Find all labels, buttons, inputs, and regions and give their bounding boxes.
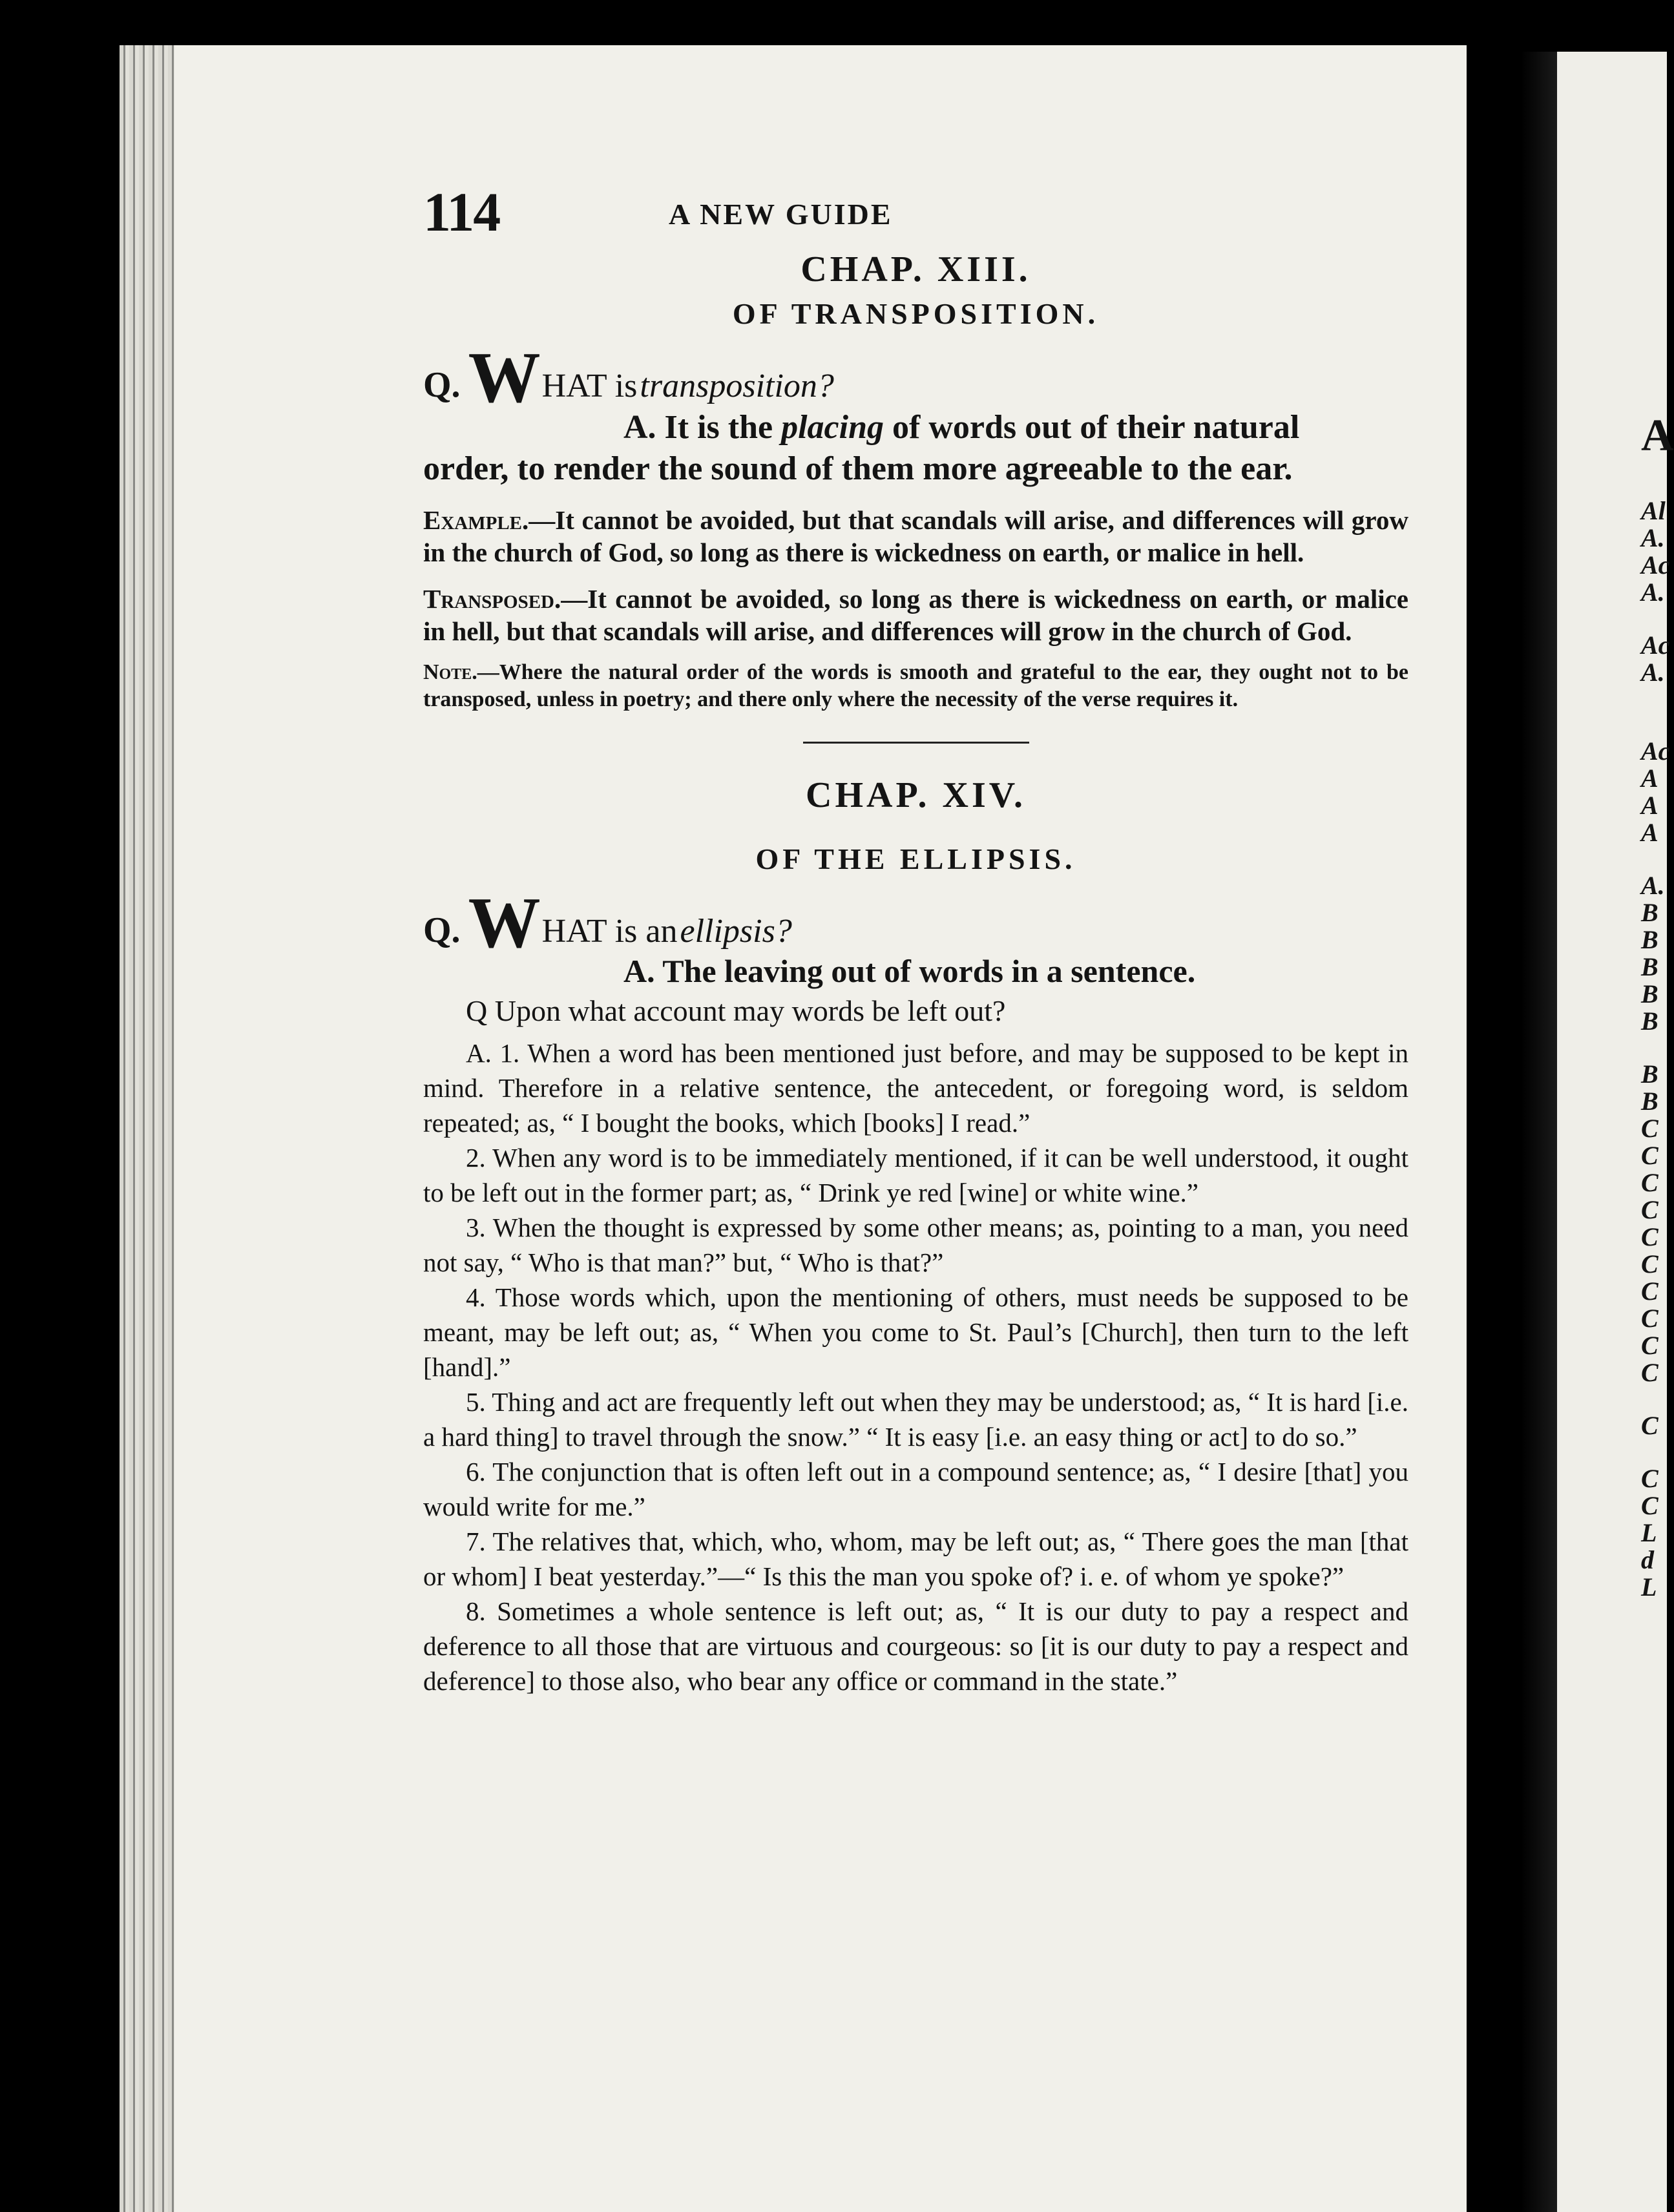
ellipsis-rule-2: 2. When any word is to be immediately mentioned, if it can be well understood, it ought to be left out in the former part; as, “ Drink ye red [wine] or white wine.” [423,1143,1408,1207]
ellipsis-rule-4: 4. Those words which, upon the mentioning of others, must needs be supposed to be meant, may be left out; as, “ When you come to St. Paul’s [Church], then turn to the left [hand].” [423,1282,1408,1382]
book-page-edges [120,45,178,2212]
chapter-14-question [423,883,1408,963]
section-divider [803,742,1029,744]
transposed-paragraph [423,583,1408,647]
next-page-letter: Ac [1641,631,1670,660]
next-page-letter: B [1641,979,1658,1008]
next-page-letter: C [1641,1358,1658,1387]
chapter-13 [423,249,1408,713]
ellipsis-rule-1: A. 1. When a word has been mentioned just before, and may be supposed to be kept in mind. Therefore in a relative sentence, the antecedent, or foregoing word, is seldom repeated; as, “ I bought the books, which [books] I read.” [423,1038,1408,1138]
example-label: Example. [423,505,529,535]
next-page-letter: C [1641,1195,1658,1224]
next-page-letter: A [1641,411,1674,461]
transposed-label: Transposed. [423,584,561,614]
next-page-letter: L [1641,1572,1657,1602]
answer-lead: A. It is the [623,409,773,446]
book-gutter [1467,52,1557,2212]
next-page-letter: A. [1641,871,1665,900]
next-page-letter: C [1641,1464,1658,1493]
ellipsis-rule-7: 7. The relatives that, which, who, whom, may be left out; as, “ There goes the man [that or whom] I beat yesterday.”—“ Is this the man you spoke of? i. e. of whom ye spoke?” [423,1527,1408,1591]
question-term: transposition? [640,368,834,404]
next-page-letter: C [1641,1304,1658,1333]
next-page-letter: B [1641,952,1658,981]
chapter-14-title: CHAP. XIV. [806,775,1026,815]
drop-cap: W [468,338,541,418]
next-page-letter: A [1641,791,1658,820]
next-page-letter: A [1641,818,1658,847]
page-number: 114 [423,181,500,243]
answer-term: placing [781,409,884,446]
question-term: ellipsis? [680,913,792,950]
chapter-14-answer: A. The leaving out of words in a sentence. [623,953,1196,989]
next-page-letter: A. [1641,523,1665,552]
next-page-letter: A. [1641,658,1665,687]
note-label: Note. [423,660,477,684]
next-page-letter: C [1641,1141,1658,1170]
next-page-letter: C [1641,1491,1658,1520]
next-page-margin-letters [1641,411,1674,1602]
next-page-letter: B [1641,1059,1658,1089]
next-page-letter: C [1641,1249,1658,1278]
next-page-letter: Ac [1641,736,1670,766]
next-page-letter: L [1641,1518,1657,1547]
chapter-14 [423,775,1408,1698]
next-page-letter: B [1641,1007,1658,1036]
note-paragraph [423,659,1408,713]
drop-cap: W [468,883,541,963]
question-label: Q. [423,910,461,950]
chapter-13-subtitle: OF TRANSPOSITION. [732,297,1100,330]
question-text: HAT is [541,368,638,404]
chapter-13-title: CHAP. XIII. [800,249,1031,289]
page-text-block [423,181,1408,1698]
chapter-13-answer-line1 [423,407,1408,448]
next-page-letter: Al [1641,496,1666,525]
next-page-letter: C [1641,1277,1658,1306]
ellipsis-rule-3: 3. When the thought is expressed by some other means; as, pointing to a man, you need not say, “ Who is that man?” but, “ Who is that?” [423,1213,1408,1277]
ellipsis-rule-5: 5. Thing and act are frequently left out when they may be understood; as, “ It is hard [i.e. a hard thing] to travel through the snow.” “ It is easy [i.e. an easy thing or act] to do so.” [423,1387,1408,1452]
next-page-letter: Ac [1641,550,1670,579]
example-text: —It cannot be avoided, but that scandals will arise, and differences will grow in the church of God, so long as there is wickedness on earth, or malice in hell. [423,505,1408,567]
next-page-letter: A [1641,764,1658,793]
example-paragraph [423,504,1408,569]
next-page-letter: C [1641,1114,1658,1143]
next-page-letter: C [1641,1168,1658,1197]
chapter-14-subtitle: OF THE ELLIPSIS. [755,842,1076,875]
note-text: —Where the natural order of the words is smooth and grateful to the ear, they ought not to be transposed, unless in poetry; and there only where the necessity of the verse requires it. [423,660,1408,711]
answer-line2-text: order, to render the sound of them more agreeable to the ear. [423,450,1293,487]
page-header [423,181,1408,249]
transposed-text: —It cannot be avoided, so long as there is wickedness on earth, or malice in hell, but that scandals will arise, and differences will grow in the church of God. [423,584,1408,646]
chapter-13-answer-line2 [423,448,1408,490]
next-page-letter: d [1641,1545,1654,1574]
next-page-letter: C [1641,1222,1658,1251]
next-page-letter: C [1641,1331,1658,1360]
ellipsis-rule-8: 8. Sometimes a whole sentence is left out; as, “ It is our duty to pay a respect and deference to all those that are virtuous and courgeous: so [it is our duty to pay a respect and deference] to those also, who bear any office or command in the state.” [423,1596,1408,1696]
chapter-13-question [423,338,1408,418]
question-label: Q. [423,365,461,405]
next-page-letter: B [1641,925,1658,954]
next-page-letter: B [1641,898,1658,927]
running-head: A NEW GUIDE [669,198,893,231]
next-page-letter: B [1641,1087,1658,1116]
chapter-14-question-2: Q Upon what account may words be left out? [466,994,1006,1027]
question-text: HAT is an [541,913,678,950]
next-page-letter: A. [1641,578,1665,607]
next-page-letter: C [1641,1411,1658,1440]
ellipsis-rule-6: 6. The conjunction that is often left out in a compound sentence; as, “ I desire [that] you would write for me.” [423,1457,1408,1521]
answer-rest: of words out of their natural [892,409,1300,446]
